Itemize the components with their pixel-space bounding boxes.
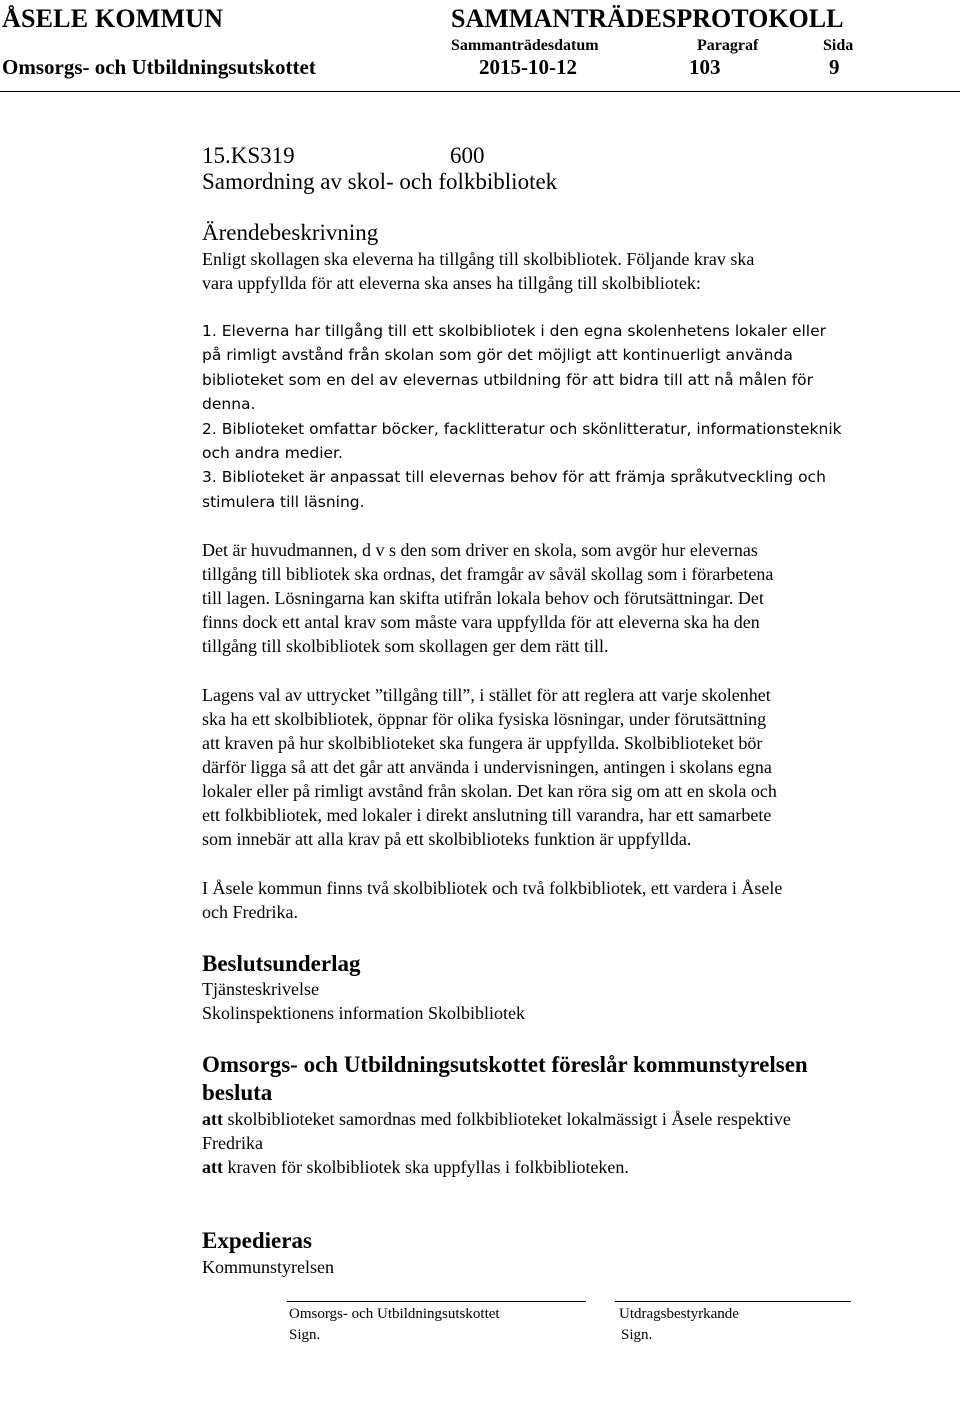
text-line: och andra medier. [202, 444, 343, 463]
att-keyword: att [202, 1109, 223, 1129]
text-line: som innebär att alla krav på ett skolbiblioteks funktion är uppfyllda. [202, 829, 692, 849]
list-item: Tjänsteskrivelse [202, 979, 319, 999]
decision-item-2 [202, 1155, 629, 1179]
att-keyword: att [202, 1157, 223, 1177]
text-line: stimulera till läsning. [202, 492, 365, 511]
text-line: biblioteket som en del av elevernas utbildning för att bidra till att nå målen för [202, 370, 814, 389]
list-item: Skolinspektionens information Skolbibliotek [202, 1003, 525, 1023]
text-line: på rimligt avstånd från skolan som gör det möjligt att kontinuerligt använda [202, 346, 793, 365]
text-line: 3. Biblioteket är anpassat till elevernas behov för att främja språkutveckling och [202, 468, 826, 487]
organization-name: ÅSELE KOMMUN [2, 4, 224, 33]
page-label: Sida [823, 37, 854, 54]
committee-signature-rule [287, 1301, 586, 1302]
description-paragraph-3 [202, 876, 782, 924]
dispatch-recipient: Kommunstyrelsen [202, 1257, 334, 1277]
text-line: att kraven på hur skolbiblioteket ska fungera är uppfyllda. Skolbiblioteket bör [202, 733, 763, 753]
paragraph-number: 103 [689, 55, 721, 79]
decision-text: skolbiblioteket samordnas med folkbiblioteket lokalmässigt i Åsele respektive [223, 1109, 791, 1129]
footer-committee: Omsorgs- och Utbildningsutskottet [289, 1306, 500, 1322]
meeting-date: 2015-10-12 [479, 55, 577, 79]
paragraph-label: Paragraf [697, 37, 759, 54]
header-divider [0, 91, 960, 92]
text-line: ett folkbibliotek, med lokaler i direkt anslutning till varandra, har ett samarbete [202, 805, 772, 825]
text-line: I Åsele kommun finns två skolbibliotek och två folkbibliotek, ett vardera i Åsele [202, 878, 783, 898]
text-line: tillgång till skolbibliotek som skollagen ger dem rätt till. [202, 636, 609, 656]
date-label: Sammanträdesdatum [451, 37, 599, 54]
decision-item-1 [202, 1107, 791, 1155]
dispatch-heading: Expedieras [202, 1228, 312, 1253]
text-line: lokaler eller på rimligt avstånd från skolan. Det kan röra sig om att en skola och [202, 781, 777, 801]
description-paragraph-2 [202, 683, 777, 851]
description-intro [202, 247, 754, 295]
proposal-heading [202, 1052, 808, 1106]
committee-name: Omsorgs- och Utbildningsutskottet [2, 55, 316, 79]
certifier-signature-rule [615, 1301, 851, 1302]
text-line: till lagen. Lösningarna kan skifta utifrån lokala behov och förutsättningar. Det [202, 588, 764, 608]
text-line: 2. Biblioteket omfattar böcker, facklitteratur och skönlitteratur, informationsteknik [202, 419, 842, 438]
text-line: 1. Eleverna har tillgång till ett skolbibliotek i den egna skolenhetens lokaler eller [202, 322, 827, 340]
description-paragraph-1 [202, 538, 773, 658]
text-line: därför ligga så att det går att använda i undervisningen, antingen i skolans egna [202, 757, 772, 777]
decision-text: kraven för skolbibliotek ska uppfyllas i folkbiblioteken. [223, 1157, 629, 1177]
document-type: SAMMANTRÄDESPROTOKOLL [451, 4, 844, 33]
text-line: Enligt skollagen ska eleverna ha tillgång till skolbibliotek. Följande krav ska [202, 249, 755, 269]
text-line: Lagens val av uttrycket ”tillgång till”, i stället för att reglera att varje skolenhet [202, 685, 771, 705]
text-line: vara uppfyllda för att eleverna ska anses ha tillgång till skolbibliotek: [202, 273, 701, 293]
proposal-heading-line: besluta [202, 1080, 273, 1105]
description-heading: Ärendebeskrivning [202, 220, 379, 245]
page-number: 9 [829, 55, 840, 79]
case-number: 15.KS319 [202, 143, 295, 168]
footer-certifier-sign: Sign. [621, 1327, 653, 1343]
basis-list [202, 977, 525, 1025]
basis-heading: Beslutsunderlag [202, 951, 361, 976]
text-line: ska ha ett skolbibliotek, öppnar för olika fysiska lösningar, under förutsättning [202, 709, 767, 729]
proposal-heading-line: Omsorgs- och Utbildningsutskottet föreslår kommunstyrelsen [202, 1052, 808, 1077]
text-line: denna. [202, 395, 256, 414]
text-line: tillgång till bibliotek ska ordnas, det framgår av såväl skollag som i förarbetena [202, 564, 774, 584]
decision-text: Fredrika [202, 1133, 263, 1153]
case-title: Samordning av skol- och folkbibliotek [202, 169, 558, 194]
footer-committee-sign: Sign. [289, 1327, 321, 1343]
text-line: Det är huvudmannen, d v s den som driver en skola, som avgör hur elevernas [202, 540, 758, 560]
requirements-list [202, 319, 842, 514]
footer-certifier: Utdragsbestyrkande [619, 1306, 739, 1322]
case-code: 600 [450, 143, 485, 168]
text-line: och Fredrika. [202, 902, 298, 922]
text-line: finns dock ett antal krav som måste vara uppfyllda för att eleverna ska ha den [202, 612, 760, 632]
